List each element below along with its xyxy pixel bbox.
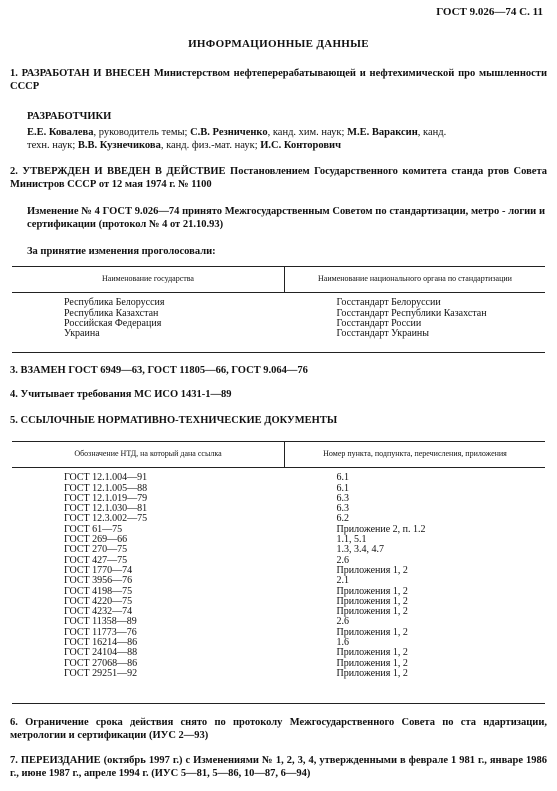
reference-document: ГОСТ 61—75: [64, 523, 123, 535]
standards-body-name: Госстандарт России: [336, 317, 422, 329]
voting-table: [12, 266, 545, 345]
refs-table-bottom-rule: [12, 703, 545, 704]
reference-clause: 1.6: [336, 637, 349, 649]
reference-clause: Приложения 1, 2: [336, 564, 408, 576]
state-name: Украина: [64, 328, 100, 340]
section-4-number: 4.: [10, 389, 18, 400]
standards-body-name: Госстандарт Украины: [336, 328, 429, 340]
section-7-number: 7.: [10, 755, 18, 766]
refs-docs-cell: [12, 468, 285, 685]
section-2: [10, 165, 547, 191]
reference-clause: 6.2: [336, 513, 349, 525]
voting-table-bottom-rule: [12, 352, 545, 353]
reference-clause: 6.3: [336, 503, 349, 515]
section-2-number: 2.: [10, 166, 18, 177]
reference-clause: 1.1, 5.1: [336, 534, 367, 546]
reference-document: ГОСТ 269—66: [64, 534, 128, 546]
reference-document: ГОСТ 427—75: [64, 554, 128, 566]
reference-clause: 2.6: [336, 554, 349, 566]
reference-clause: Приложения 1, 2: [336, 647, 408, 659]
refs-header-doc: Обозначение НТД, на который дана ссылка: [12, 442, 285, 468]
voting-header-state: Наименование государства: [12, 267, 285, 293]
reference-clause: Приложения 1, 2: [336, 606, 408, 618]
section-5-text: ССЫЛОЧНЫЕ НОРМАТИВНО-ТЕХНИЧЕСКИЕ ДОКУМЕНТЫ: [20, 415, 338, 426]
voting-bodies-cell: [285, 293, 546, 346]
reference-clause: 2.6: [336, 616, 349, 628]
reference-clause: Приложение 2, п. 1.2: [336, 523, 426, 535]
reference-document: ГОСТ 24104—88: [64, 647, 138, 659]
reference-document: ГОСТ 12.1.019—79: [64, 492, 148, 504]
section-6-text: Ограничение срока действия снято по протоколу Межгосударственного Совета по ста ндартизации, метрологии и сертификации (ИУС 2—93): [10, 717, 547, 741]
developers-title: РАЗРАБОТЧИКИ: [27, 111, 112, 122]
state-name: Республика Казахстан: [64, 307, 159, 319]
reference-clause: 6.1: [336, 472, 349, 484]
section-3: [10, 364, 547, 377]
refs-clauses-cell: [285, 468, 546, 685]
reference-document: ГОСТ 11773—76: [64, 626, 137, 638]
section-5: [10, 414, 547, 427]
page-title: ИНФОРМАЦИОННЫЕ ДАННЫЕ: [188, 38, 369, 50]
section-1-number: 1.: [10, 68, 18, 79]
reference-clause: 2.1: [336, 575, 349, 587]
reference-document: ГОСТ 4198—75: [64, 585, 133, 597]
section-7: [10, 754, 547, 780]
section-1-text: РАЗРАБОТАН И ВНЕСЕН Министерством нефтеперерабатывающей и нефтехимической про мышленности СССР: [10, 68, 547, 92]
reference-document: ГОСТ 16214—86: [64, 637, 138, 649]
reference-document: ГОСТ 12.3.002—75: [64, 513, 148, 525]
refs-header-clause: Номер пункта, подпункта, перечисления, приложения: [285, 442, 546, 468]
reference-document: ГОСТ 11358—89: [64, 616, 137, 628]
reference-document: ГОСТ 270—75: [64, 544, 128, 556]
reference-clause: Приложения 1, 2: [336, 626, 408, 638]
section-4: [10, 388, 547, 401]
reference-document: ГОСТ 4232—74: [64, 606, 133, 618]
reference-document: ГОСТ 12.1.004—91: [64, 472, 148, 484]
reference-document: ГОСТ 12.1.030—81: [64, 503, 148, 515]
section-6-number: 6.: [10, 717, 18, 728]
reference-clause: Приложения 1, 2: [336, 657, 408, 669]
voted-label: За принятие изменения проголосовали:: [27, 246, 216, 257]
state-name: Республика Белоруссия: [64, 297, 165, 309]
reference-clause: 6.1: [336, 482, 349, 494]
change-notice: Изменение № 4 ГОСТ 9.026—74 принято Межгосударственным Советом по стандартизации, метро - логии и сертификации (протокол № 4 от 21.10.93): [27, 206, 545, 230]
standards-body-name: Госстандарт Белоруссии: [336, 297, 441, 309]
state-name: Российская Федерация: [64, 317, 162, 329]
developers-line-2: техн. наук; В.В. Кузнечикова, канд. физ.-мат. наук; И.С. Конторович: [27, 140, 342, 151]
reference-document: ГОСТ 4220—75: [64, 595, 133, 607]
reference-document: ГОСТ 1770—74: [64, 564, 133, 576]
page-header: ГОСТ 9.026—74 С. 11: [436, 6, 543, 18]
references-table: [12, 441, 545, 685]
standards-body-name: Госстандарт Республики Казахстан: [336, 307, 487, 319]
section-4-text: Учитывает требования МС ИСО 1431-1—89: [20, 389, 232, 400]
reference-document: ГОСТ 27068—86: [64, 657, 138, 669]
section-1: [10, 67, 547, 93]
section-7-text: ПЕРЕИЗДАНИЕ (октябрь 1997 г.) с Изменениями № 1, 2, 3, 4, утвержденными в феврале 1 981 г., январе 1986 г., июне 1987 г., апреле 1994 г. (ИУС 5—81, 5—86, 10—87, 6—94): [10, 755, 547, 779]
reference-clause: 1.3, 3.4, 4.7: [336, 544, 384, 556]
reference-clause: Приложения 1, 2: [336, 667, 408, 679]
voting-header-body: Наименование национального органа по стандартизации: [285, 267, 546, 293]
reference-document: ГОСТ 3956—76: [64, 575, 133, 587]
reference-document: ГОСТ 12.1.005—88: [64, 482, 148, 494]
reference-clause: Приложения 1, 2: [336, 585, 408, 597]
reference-document: ГОСТ 29251—92: [64, 667, 138, 679]
section-3-number: 3.: [10, 365, 18, 376]
section-2-text: УТВЕРЖДЕН И ВВЕДЕН В ДЕЙСТВИЕ Постановлением Государственного комитета станда ртов Совета Министров СССР от 12 мая 1974 г. № 1100: [10, 166, 547, 190]
section-3-text: ВЗАМЕН ГОСТ 6949—63, ГОСТ 11805—66, ГОСТ 9.064—76: [20, 365, 308, 376]
voting-states-cell: [12, 293, 285, 346]
section-5-number: 5.: [10, 415, 18, 426]
reference-clause: Приложения 1, 2: [336, 595, 408, 607]
reference-clause: 6.3: [336, 492, 349, 504]
section-6: [10, 716, 547, 742]
developers-line-1: Е.Е. Ковалева, руководитель темы; С.В. Резниченко, канд. хим. наук; М.Е. Вараксин, канд.: [27, 127, 447, 138]
